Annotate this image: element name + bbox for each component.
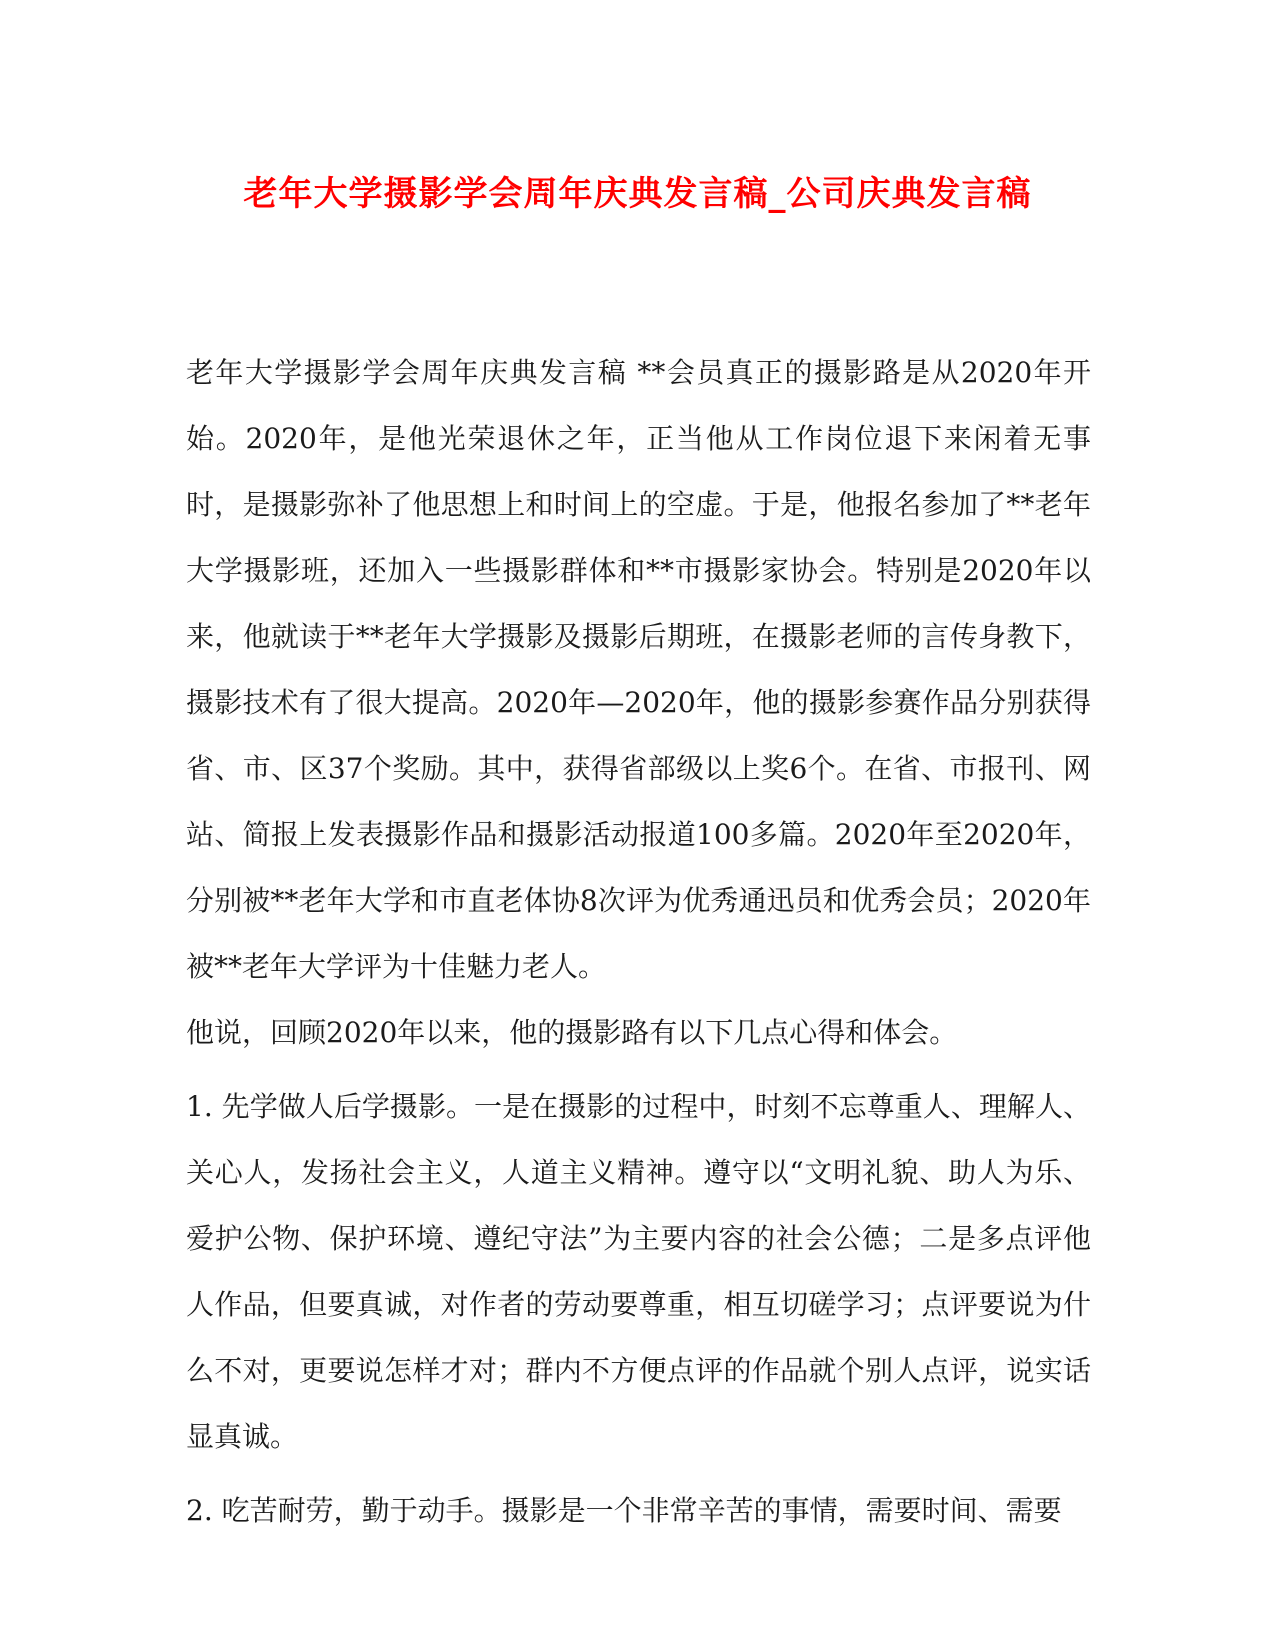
paragraph-point-1: 1. 先学做人后学摄影。一是在摄影的过程中，时刻不忘尊重人、理解人、关心人，发扬社会主义，人道主义精神。遵守以“文明礼貌、助人为乐、爱护公物、保护环境、遵纪守法”为主要内容的社会公德；二是多点评他人作品，但要真诚，对作者的劳动要尊重，相互切磋学习；点评要说为什么不对，更要说怎样才对；群内不方便点评的作品就个别人点评，说实话显真诚。: [186, 1090, 1091, 1453]
paragraph-summary: 他说，回顾2020年以来，他的摄影路有以下几点心得和体会。: [186, 1016, 958, 1049]
document-body: [186, 340, 1091, 1552]
paragraph-point-2: 2. 吃苦耐劳，勤于动手。摄影是一个非常辛苦的事情，需要时间、需要: [186, 1494, 1062, 1527]
document-title: 老年大学摄影学会周年庆典发言稿_公司庆典发言稿: [243, 174, 1032, 214]
paragraph-intro: 老年大学摄影学会周年庆典发言稿 **会员真正的摄影路是从2020年开始。2020年，是他光荣退休之年，正当他从工作岗位退下来闲着无事时，是摄影弥补了他思想上和时间上的空虚。于是，他报名参加了**老年大学摄影班，还加入一些摄影群体和**市摄影家协会。特别是2020年以来，他就读于**老年大学摄影及摄影后期班，在摄影老师的言传身教下，摄影技术有了很大提高。2020年—2020年，他的摄影参赛作品分别获得省、市、区37个奖励。其中，获得省部级以上奖6个。在省、市报刊、网站、简报上发表摄影作品和摄影活动报道100多篇。2020年至2020年，分别被**老年大学和市直老体协8次评为优秀通迅员和优秀会员；2020年被**老年大学评为十佳魅力老人。: [186, 356, 1091, 983]
